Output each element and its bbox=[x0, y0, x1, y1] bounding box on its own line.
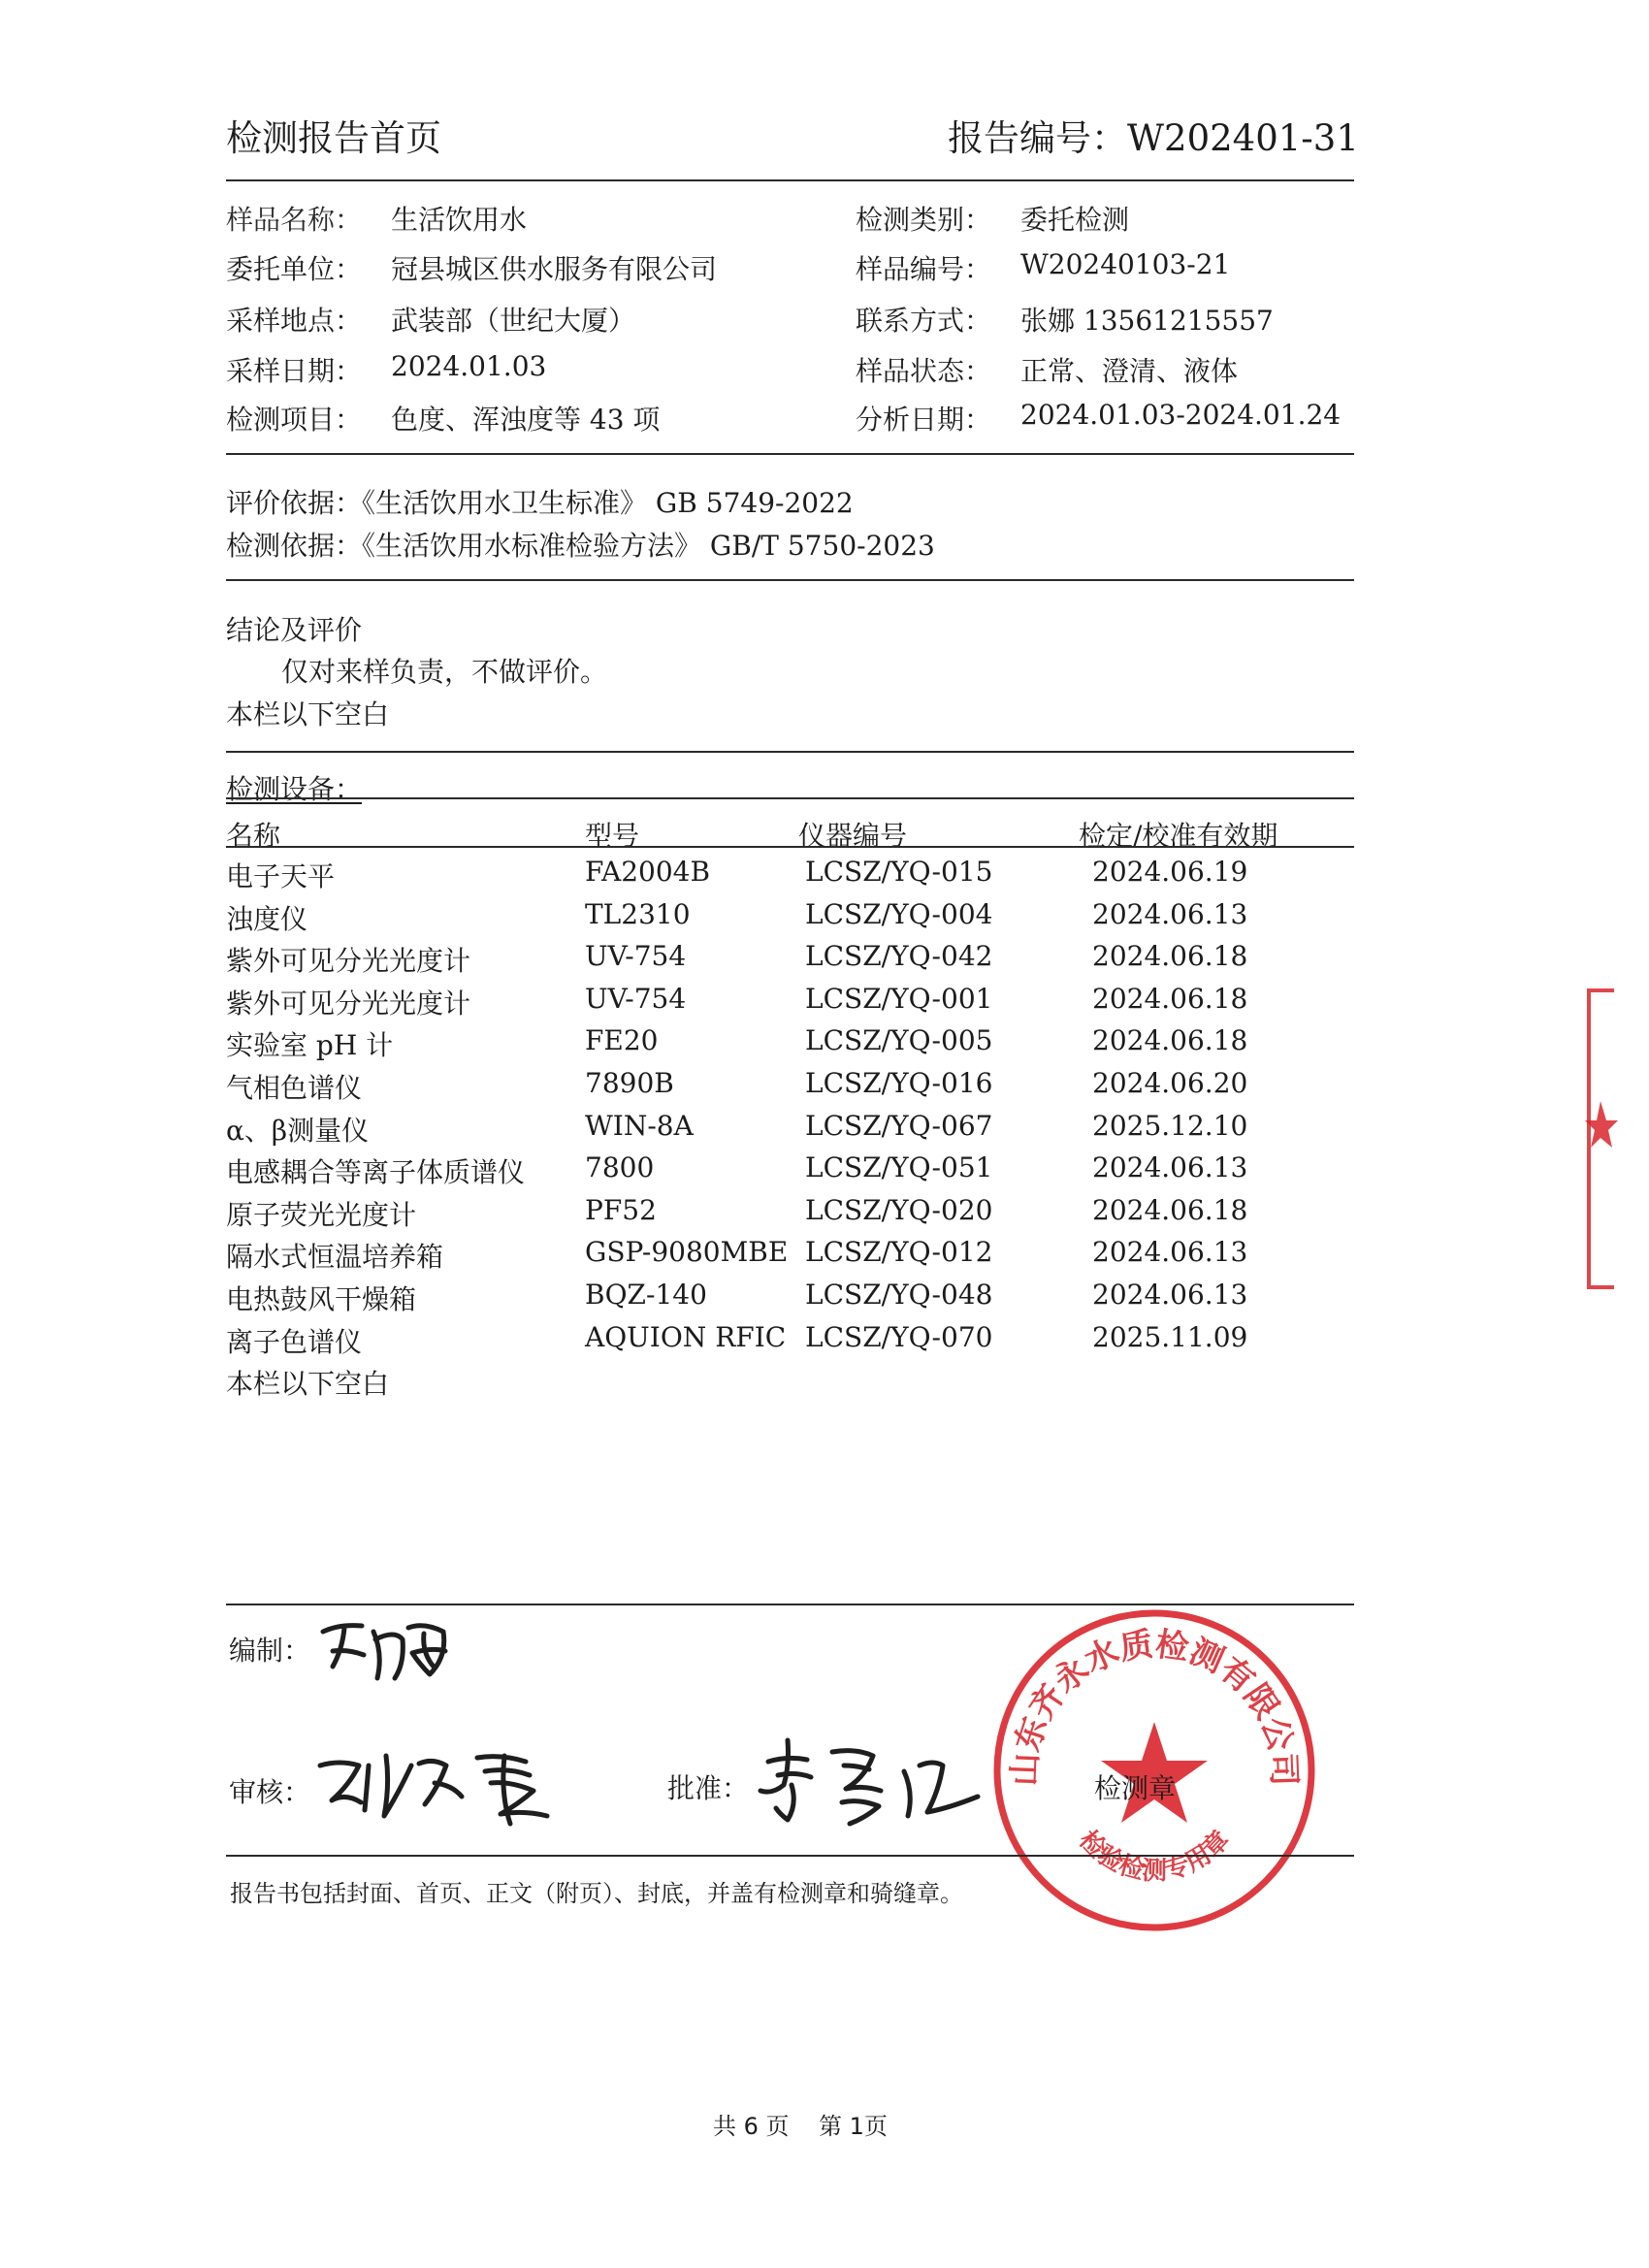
equipment-id: LCSZ/YQ-004 bbox=[805, 897, 993, 930]
equipment-name: 离子色谱仪 bbox=[226, 1325, 363, 1358]
divider bbox=[226, 1855, 1354, 1857]
equipment-name: 隔水式恒温培养箱 bbox=[226, 1241, 444, 1274]
column-header: 型号 bbox=[585, 820, 640, 852]
calibration-date: 2024.06.20 bbox=[1092, 1067, 1248, 1099]
equipment-model: WIN-8A bbox=[585, 1109, 694, 1142]
calibration-date: 2024.06.18 bbox=[1092, 982, 1248, 1015]
equipment-id: LCSZ/YQ-015 bbox=[805, 856, 993, 888]
current-page: 第 1页 bbox=[819, 2113, 888, 2140]
equipment-id: LCSZ/YQ-067 bbox=[805, 1109, 993, 1142]
info-value: 2024.01.03 bbox=[391, 350, 547, 382]
equipment-id: LCSZ/YQ-001 bbox=[805, 982, 993, 1015]
compiler-signature bbox=[315, 1610, 461, 1688]
info-value: 生活饮用水 bbox=[391, 204, 528, 236]
divider bbox=[226, 179, 1354, 181]
calibration-date: 2024.06.13 bbox=[1092, 1279, 1248, 1311]
column-header: 检定/校准有效期 bbox=[1079, 820, 1278, 852]
equipment-model: BQZ-140 bbox=[585, 1279, 707, 1311]
calibration-date: 2025.11.09 bbox=[1092, 1320, 1248, 1353]
info-label: 分析日期： bbox=[856, 404, 992, 436]
report-note: 报告书包括封面、首页、正文（附页）、封底，并盖有检测章和骑缝章。 bbox=[230, 1880, 963, 1907]
page-title: 检测报告首页 bbox=[226, 117, 441, 159]
calibration-date: 2024.06.18 bbox=[1092, 1024, 1248, 1057]
equipment-id: LCSZ/YQ-016 bbox=[805, 1067, 993, 1099]
total-pages: 共 6 页 bbox=[713, 2113, 790, 2140]
equipment-model: 7890B bbox=[585, 1067, 674, 1099]
info-label: 委托单位： bbox=[226, 253, 363, 285]
divider bbox=[226, 846, 1354, 848]
column-header: 仪器编号 bbox=[798, 820, 908, 852]
equipment-model: GSP-9080MBE bbox=[585, 1236, 789, 1269]
calibration-date: 2025.12.10 bbox=[1092, 1109, 1248, 1142]
info-label: 样品编号： bbox=[856, 253, 992, 285]
basis-value: 《生活饮用水标准检验方法》 GB/T 5750-2023 bbox=[362, 530, 935, 562]
approver-signature bbox=[749, 1727, 991, 1833]
calibration-date: 2024.06.18 bbox=[1092, 1193, 1248, 1226]
info-value: 冠县城区供水服务有限公司 bbox=[391, 253, 718, 285]
equipment-model: FA2004B bbox=[585, 856, 711, 888]
equipment-id: LCSZ/YQ-005 bbox=[805, 1024, 993, 1057]
compiled-label: 编制： bbox=[229, 1635, 311, 1667]
equipment-model: UV-754 bbox=[585, 982, 687, 1015]
info-value: 委托检测 bbox=[1020, 204, 1130, 236]
conclusion-title: 结论及评价 bbox=[226, 614, 363, 646]
equipment-id: LCSZ/YQ-051 bbox=[805, 1151, 993, 1184]
info-label: 样品状态： bbox=[856, 355, 992, 387]
info-value: 正常、澄清、液体 bbox=[1020, 355, 1239, 387]
review-label: 审核： bbox=[229, 1776, 311, 1808]
report-number-value: W202401-31 bbox=[1127, 117, 1359, 159]
info-label: 采样地点： bbox=[226, 305, 363, 337]
divider bbox=[226, 751, 1354, 753]
equipment-name: α、β测量仪 bbox=[226, 1114, 370, 1147]
equipment-title: 检测设备： bbox=[226, 773, 363, 805]
divider bbox=[226, 797, 1354, 799]
page-footer bbox=[713, 2107, 888, 2141]
info-label: 联系方式： bbox=[856, 305, 992, 337]
equipment-id: LCSZ/YQ-048 bbox=[805, 1279, 993, 1311]
info-label: 检测项目： bbox=[226, 404, 363, 436]
equipment-model: TL2310 bbox=[585, 897, 691, 930]
equipment-model: PF52 bbox=[585, 1193, 657, 1226]
equipment-model: UV-754 bbox=[585, 940, 687, 973]
seal-bottom-text: 检验检测专用章 bbox=[1073, 1825, 1236, 1887]
info-value: 张娜 13561215557 bbox=[1020, 305, 1274, 337]
divider bbox=[226, 579, 1354, 581]
equipment-name: 紫外可见分光光度计 bbox=[226, 987, 471, 1020]
report-number-label: 报告编号： bbox=[948, 117, 1127, 159]
basis-method bbox=[226, 525, 935, 564]
conclusion-text: 仅对来样负责，不做评价。 bbox=[281, 656, 608, 688]
basis-value: 《生活饮用水卫生标准》 GB 5749-2022 bbox=[362, 487, 854, 519]
reviewer-signature bbox=[310, 1736, 572, 1833]
column-header: 名称 bbox=[226, 820, 281, 852]
info-label: 样品名称： bbox=[226, 204, 363, 236]
info-label: 检测类别： bbox=[856, 204, 992, 236]
approve-label: 批准： bbox=[667, 1772, 750, 1804]
equipment-name: 电热鼓风干燥箱 bbox=[226, 1283, 417, 1315]
info-value: 2024.01.03-2024.01.24 bbox=[1020, 399, 1342, 431]
seal-ring-text: 山东齐永水质检测有限公司 bbox=[1005, 1625, 1304, 1787]
basis-label: 评价依据： bbox=[226, 487, 363, 519]
equipment-blank-note: 本栏以下空白 bbox=[226, 1368, 390, 1400]
calibration-date: 2024.06.13 bbox=[1092, 1236, 1248, 1269]
calibration-date: 2024.06.13 bbox=[1092, 897, 1248, 930]
info-row bbox=[226, 199, 362, 238]
equipment-id: LCSZ/YQ-020 bbox=[805, 1193, 993, 1226]
equipment-id: LCSZ/YQ-012 bbox=[805, 1236, 993, 1269]
calibration-date: 2024.06.19 bbox=[1092, 856, 1248, 888]
equipment-name: 原子荧光光度计 bbox=[226, 1198, 417, 1231]
equipment-model: FE20 bbox=[585, 1024, 659, 1057]
basis-evaluation bbox=[226, 482, 854, 521]
info-value: 武装部（世纪大厦） bbox=[391, 305, 636, 337]
equipment-name: 紫外可见分光光度计 bbox=[226, 945, 471, 978]
basis-label: 检测依据： bbox=[226, 530, 363, 562]
equipment-name: 电子天平 bbox=[226, 860, 336, 892]
equipment-id: LCSZ/YQ-070 bbox=[805, 1320, 993, 1353]
calibration-date: 2024.06.18 bbox=[1092, 940, 1248, 973]
info-value: W20240103-21 bbox=[1020, 248, 1231, 280]
equipment-name: 浊度仪 bbox=[226, 902, 308, 935]
conclusion-blank-note: 本栏以下空白 bbox=[226, 698, 390, 730]
equipment-name: 气相色谱仪 bbox=[226, 1072, 363, 1104]
report-number bbox=[948, 109, 1359, 161]
equipment-model: AQUION RFIC bbox=[585, 1320, 787, 1353]
seam-seal-fragment bbox=[1579, 985, 1618, 1295]
equipment-model: 7800 bbox=[585, 1151, 655, 1184]
equipment-id: LCSZ/YQ-042 bbox=[805, 940, 993, 973]
calibration-date: 2024.06.13 bbox=[1092, 1151, 1248, 1184]
equipment-name: 电感耦合等离子体质谱仪 bbox=[226, 1156, 526, 1189]
info-label: 采样日期： bbox=[226, 355, 363, 387]
seal-center-text: 检测章 bbox=[1094, 1772, 1177, 1804]
info-value: 色度、浑浊度等 43 项 bbox=[391, 404, 661, 436]
equipment-name: 实验室 pH 计 bbox=[226, 1029, 394, 1062]
divider bbox=[226, 453, 1354, 455]
